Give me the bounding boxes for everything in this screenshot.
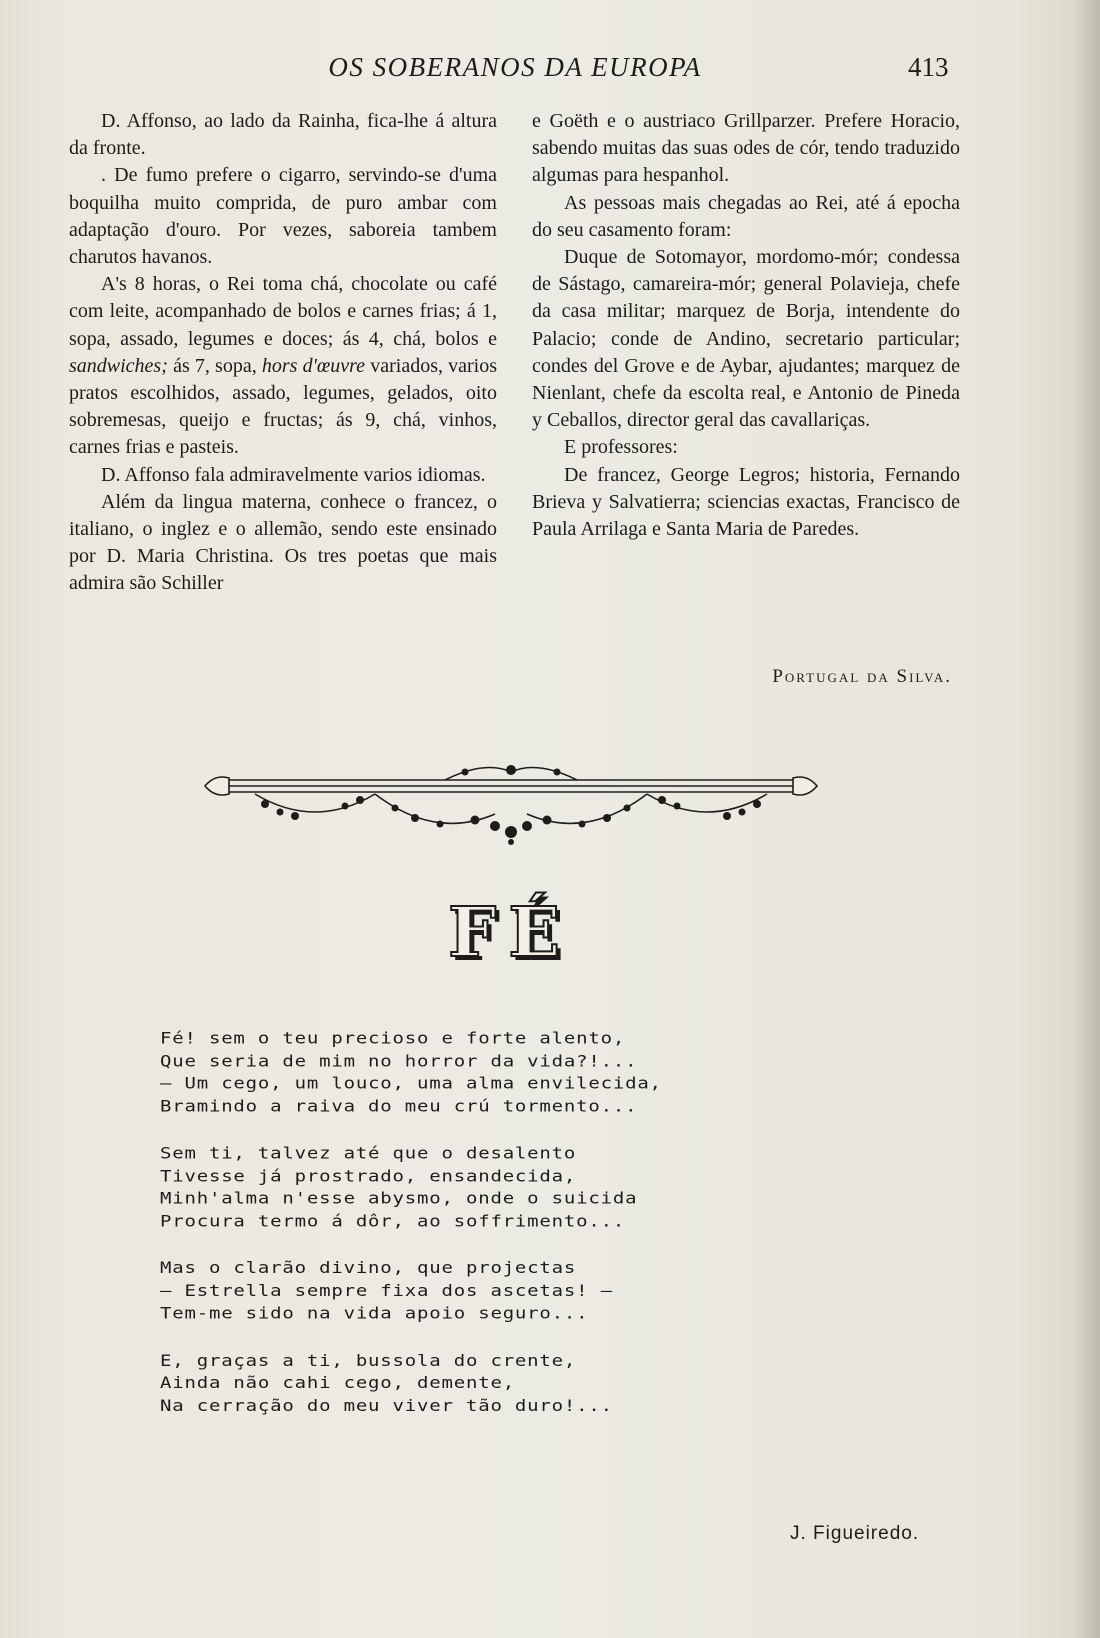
poem-author: J. Figueiredo.: [790, 1523, 920, 1544]
paragraph: De francez, George Legros; historia, Fernando Brieva y Salvatierra; sciencias exactas, Francisco de Paula Arrilaga e Santa Maria de Paredes.: [532, 463, 960, 541]
stanza: [160, 1143, 860, 1233]
paragraph: As pessoas mais chegadas ao Rei, até á epocha do seu casamento foram:: [532, 191, 960, 241]
poem: [160, 1028, 860, 1442]
left-column: [69, 108, 497, 598]
paragraph: e Goëth e o austriaco Grillparzer. Prefere Horacio, sabendo muitas das suas odes de cór, tendo traduzido algumas para hespanhol.: [532, 110, 960, 187]
paragraph: . De fumo prefere o cigarro, servindo-se d'uma boquilha muito comprida, de puro ambar com adaptação d'ouro. Por vezes, saboreia tambem charutos havanos.: [69, 164, 497, 269]
verse-line: Que seria de mim no horror da vida?!...: [160, 1052, 638, 1071]
stanza: [160, 1028, 860, 1118]
paragraph: E professores:: [564, 436, 678, 459]
right-column: [532, 108, 960, 543]
paragraph: D. Affonso, ao lado da Rainha, fica-lhe á altura da fronte.: [69, 110, 497, 160]
verse-line: Ainda não cahi cego, demente,: [160, 1374, 515, 1393]
gutter-shadow: [1072, 0, 1100, 1638]
verse-line: Bramindo a raiva do meu crú tormento...: [160, 1097, 638, 1116]
paragraph: [69, 271, 497, 461]
paragraph: Duque de Sotomayor, mordomo-mór; condessa de Sástago, camareira-mór; general Polavieja, chefe da casa militar; marquez de Borja, intendente do Palacio; conde de Andino, secretario particular; condes del Grove e de Aybar, ajudantes; marquez de Nienlant, chefe da escolta real, e Antonio de Pineda y Ceballos, director geral das cavallariças.: [532, 246, 960, 432]
paragraph: D. Affonso fala admiravelmente varios idiomas.: [101, 463, 486, 486]
text-run: A's 8 horas, o Rei toma chá, chocolate ou café com leite, acompanhado de bolos e carnes frias; á 1, sopa, assado, legumes e doces; ás 4, chá, bolos e: [69, 273, 497, 350]
stanza: [160, 1350, 860, 1418]
verse-line: — Um cego, um louco, uma alma envilecida,: [160, 1074, 662, 1093]
page-number: 413: [908, 52, 949, 82]
verse-line: Minh'alma n'esse abysmo, onde o suicida: [160, 1189, 638, 1208]
verse-line: Sem ti, talvez até que o desalento: [160, 1144, 577, 1163]
verse-line: Mas o clarão divino, que projectas: [160, 1259, 577, 1278]
running-head: OS SOBERANOS DA EUROPA: [328, 52, 702, 82]
article-signature: Portugal da Silva.: [772, 666, 952, 687]
italic-term: hors d'œuvre: [261, 354, 366, 377]
verse-line: Na cerração do meu viver tão duro!...: [160, 1396, 613, 1415]
verse-line: Procura termo á dôr, ao soffrimento...: [160, 1212, 626, 1231]
verse-line: E, graças a ti, bussola do crente,: [160, 1351, 577, 1370]
verse-line: Tivesse já prostrado, ensandecida,: [160, 1166, 577, 1186]
paragraph: Além da lingua materna, conhece o francez, o italiano, o inglez e o allemão, sendo este ensinado por D. Maria Christina. Os tres poetas que mais admira são Schiller: [69, 490, 497, 595]
poem-title: FÉ: [447, 893, 573, 973]
verse-line: Tem-me sido na vida apoio seguro...: [160, 1304, 589, 1323]
floral-garland-ornament-icon: [195, 750, 827, 848]
verse-line: — Estrella sempre fixa dos ascetas! —: [160, 1281, 613, 1300]
verse-line: Fé! sem o teu precioso e forte alento,: [160, 1029, 626, 1048]
text-run: variados, varios pratos escolhidos, assado, legumes, gelados, oito sobremesas, queijo e fructas; ás 9, chá, vinhos, carnes frias e pasteis.: [69, 354, 498, 459]
stanza: [160, 1258, 860, 1326]
text-run: ás 7, sopa,: [173, 354, 257, 377]
italic-term: sandwiches;: [69, 354, 168, 377]
